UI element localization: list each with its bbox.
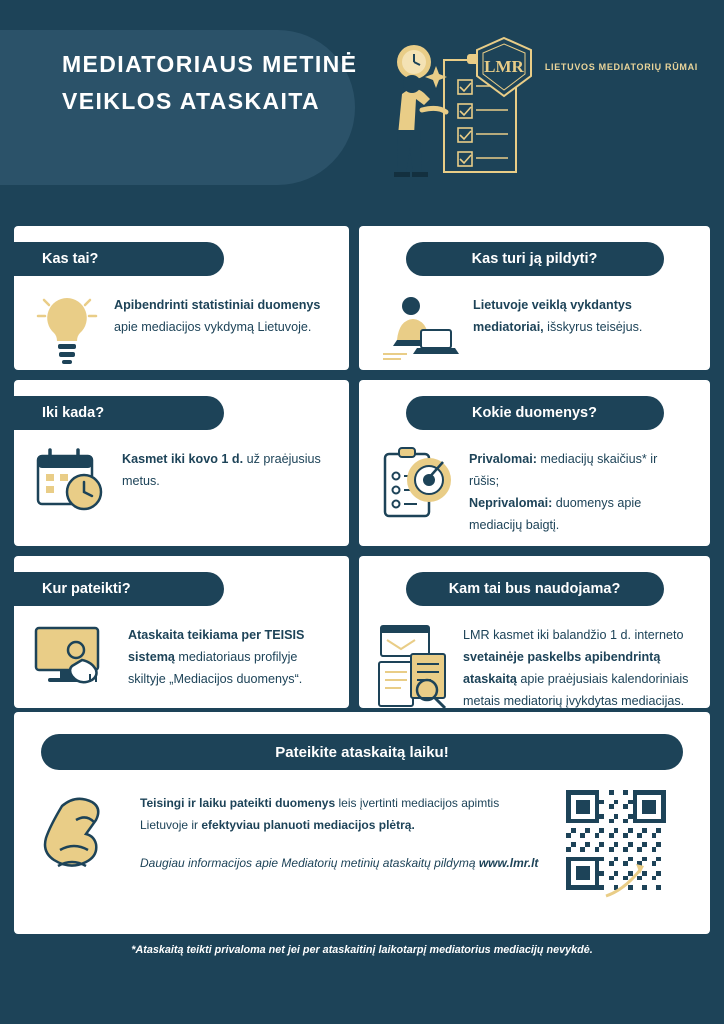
documents-search-icon xyxy=(377,620,451,717)
bottom-line-2: Daugiau informacijos apie Mediatorių metinių ataskaitų pildymą www.lmr.lt xyxy=(140,856,539,870)
lightbulb-icon xyxy=(32,290,102,377)
card-kokie-duomenys xyxy=(359,380,710,546)
arrow-icon xyxy=(604,860,664,900)
card-title: Kas tai? xyxy=(14,242,224,276)
bottom-banner-title: Pateikite ataskaitą laiku! xyxy=(41,734,683,770)
card-kam-naudojama xyxy=(359,556,710,708)
card-title: Kam tai bus naudojama? xyxy=(406,572,664,606)
logo-name: LIETUVOS MEDIATORIŲ RŪMAI xyxy=(544,62,698,72)
bottom-panel xyxy=(14,712,710,934)
card-title: Kas turi ją pildyti? xyxy=(406,242,664,276)
card-title: Iki kada? xyxy=(14,396,224,430)
lmr-logo-icon xyxy=(473,36,535,98)
footnote: *Ataskaitą teikti privaloma net jei per ataskaitinį laikotarpį mediatorius mediacijų nevykdė. xyxy=(131,944,593,956)
calendar-clock-icon xyxy=(32,444,110,525)
logo xyxy=(473,36,698,98)
header xyxy=(0,0,724,212)
qr-code[interactable] xyxy=(556,788,686,897)
card-kas-tai xyxy=(14,226,349,370)
card-title: Kokie duomenys? xyxy=(406,396,664,430)
card-row-1 xyxy=(14,226,710,370)
monitor-click-icon xyxy=(32,620,116,701)
card-text: Ataskaita teikiama per TEISIS sistemą mediatoriaus profilyje skiltyje „Mediacijos duomenys“. xyxy=(128,628,305,686)
card-kas-turi-pildyti xyxy=(359,226,710,370)
bottom-line-1: Teisingi ir laiku pateikti duomenys leis įvertinti mediacijos apimtis Lietuvoje ir efektyviau planuoti mediacijos plėtrą. xyxy=(140,796,500,832)
card-text: LMR kasmet iki balandžio 1 d. interneto svetainėje paskelbs apibendrintą ataskaitą apie praėjusiais kalendoriniais metais mediatorių įvykdytas mediacijas. xyxy=(463,628,689,708)
card-iki-kada xyxy=(14,380,349,546)
card-text: Apibendrinti statistiniai duomenys apie mediacijos vykdymą Lietuvoje. xyxy=(114,298,321,334)
card-text: Privalomai: mediacijų skaičius* ir rūšis; Neprivalomai: duomenys apie mediacijų baigtį. xyxy=(469,452,658,532)
svg-text:LMR: LMR xyxy=(483,57,524,76)
person-laptop-icon xyxy=(377,290,461,369)
card-kur-pateikti xyxy=(14,556,349,708)
card-text: Lietuvoje veiklą vykdantys mediatoriai, išskyrus teisėjus. xyxy=(473,298,643,334)
clipboard-target-icon xyxy=(377,444,457,535)
card-text: Kasmet iki kovo 1 d. už praėjusius metus. xyxy=(122,452,321,488)
card-row-2 xyxy=(14,380,710,546)
cards-grid xyxy=(14,226,710,718)
hand-check-icon xyxy=(42,788,130,897)
bottom-text xyxy=(140,788,546,897)
card-row-3 xyxy=(14,556,710,708)
card-title: Kur pateikti? xyxy=(14,572,224,606)
page-title: MEDIATORIAUS METINĖ VEIKLOS ATASKAITA xyxy=(62,51,358,114)
